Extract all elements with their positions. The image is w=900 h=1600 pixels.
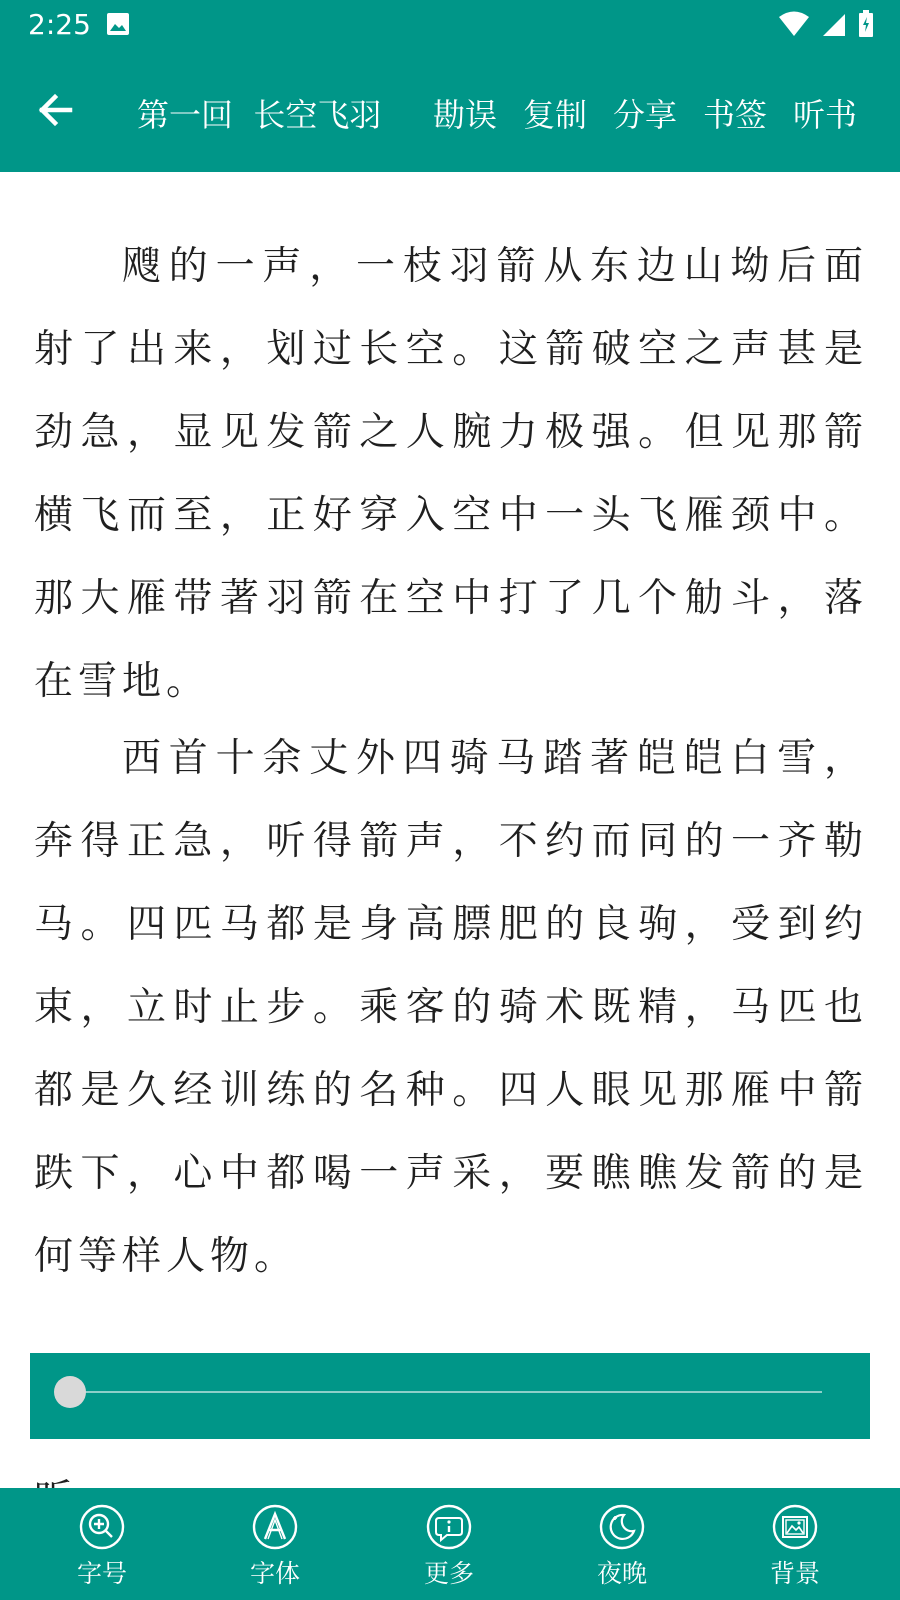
more-label: 更多 bbox=[423, 1559, 474, 1588]
reading-content[interactable] bbox=[0, 172, 900, 1488]
font-size-label: 字号 bbox=[76, 1559, 127, 1588]
progress-track[interactable] bbox=[70, 1391, 822, 1393]
back-button[interactable] bbox=[28, 82, 84, 138]
listen-button[interactable]: 听书 bbox=[793, 96, 858, 134]
paragraph: 飕的一声，一枝羽箭从东边山坳后面射了出来，划过长空。这箭破空之声甚是劲急，显见发箭之人腕力极强。但见那箭横飞而至，正好穿入空中一头飞雁颈中。那大雁带著羽箭在空中打了几个觔斗，落在雪地。 bbox=[34, 244, 868, 704]
progress-panel bbox=[30, 1353, 870, 1439]
image-icon bbox=[772, 1504, 818, 1550]
background-button[interactable] bbox=[730, 1488, 860, 1600]
night-mode-button[interactable] bbox=[557, 1488, 687, 1600]
cellular-signal-icon bbox=[821, 10, 847, 38]
app-bar bbox=[0, 48, 900, 172]
background-label: 背景 bbox=[769, 1559, 820, 1588]
bookmark-button[interactable]: 书签 bbox=[703, 96, 768, 134]
more-button[interactable] bbox=[384, 1488, 514, 1600]
info-icon bbox=[426, 1504, 472, 1550]
status-time: 2:25 bbox=[28, 8, 91, 41]
font-label: 字体 bbox=[249, 1559, 300, 1588]
font-icon bbox=[252, 1504, 298, 1550]
chapter-title: 第一回 长空飞羽 bbox=[137, 96, 382, 134]
gallery-icon bbox=[106, 12, 130, 40]
bottom-toolbar bbox=[0, 1488, 900, 1600]
night-mode-label: 夜晚 bbox=[596, 1559, 647, 1588]
font-button[interactable] bbox=[210, 1488, 340, 1600]
errata-button[interactable]: 勘误 bbox=[433, 96, 498, 134]
battery-icon bbox=[858, 10, 874, 38]
status-bar bbox=[0, 0, 900, 48]
arrow-back-icon bbox=[28, 82, 84, 138]
zoom-in-icon bbox=[79, 1504, 125, 1550]
share-button[interactable]: 分享 bbox=[613, 96, 678, 134]
copy-button[interactable]: 复制 bbox=[523, 96, 588, 134]
progress-thumb[interactable] bbox=[54, 1376, 86, 1408]
wifi-icon bbox=[778, 10, 810, 38]
paragraph: 西首十余丈外四骑马踏著皑皑白雪，奔得正急，听得箭声，不约而同的一齐勒马。四匹马都是身高膘肥的良驹，受到约束，立时止步。乘客的骑术既精，马匹也都是久经训练的名种。四人眼见那雁中箭跌下，心中都喝一声采，要瞧瞧发箭的是何等样人物。 bbox=[34, 736, 868, 1279]
font-size-button[interactable] bbox=[37, 1488, 167, 1600]
status-icons bbox=[772, 10, 874, 38]
moon-icon bbox=[599, 1504, 645, 1550]
